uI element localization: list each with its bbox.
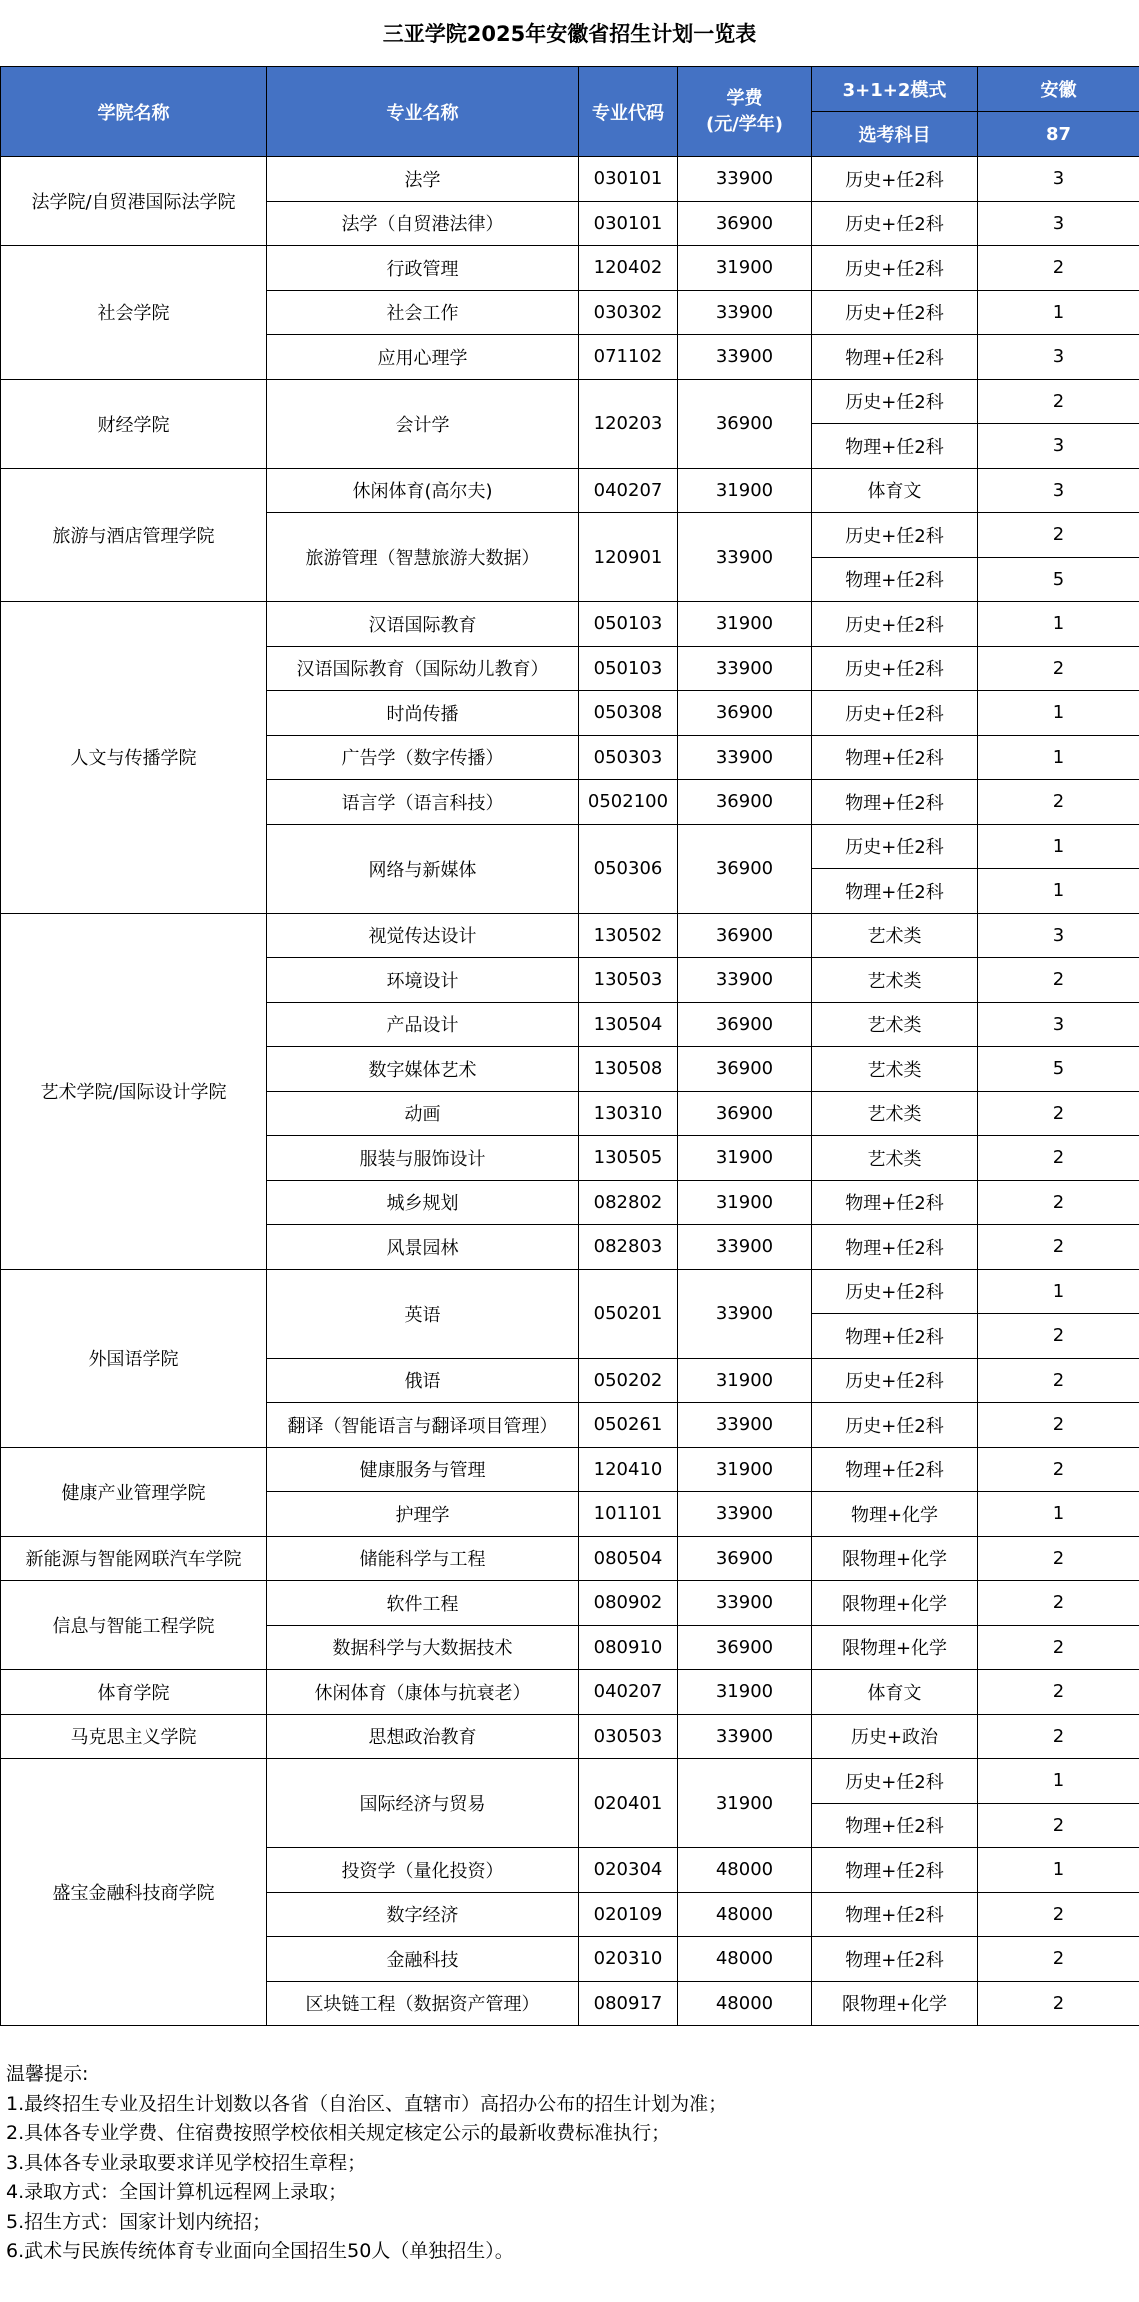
- major-name-cell: 翻译（智能语言与翻译项目管理）: [267, 1403, 579, 1448]
- college-name-cell: 社会学院: [1, 246, 267, 380]
- table-row: [1, 1714, 1139, 1759]
- tuition-cell: 33900: [678, 1403, 812, 1448]
- tuition-cell: 31900: [678, 1358, 812, 1403]
- college-name-cell: 信息与智能工程学院: [1, 1581, 267, 1670]
- subject-requirement-cell: 体育文: [812, 1670, 978, 1715]
- major-name-cell: 国际经济与贸易: [267, 1759, 579, 1848]
- subject-requirement-cell: 艺术类: [812, 958, 978, 1003]
- tuition-cell: 48000: [678, 1981, 812, 2026]
- major-code-cell: 101101: [579, 1492, 678, 1537]
- major-name-cell: 储能科学与工程: [267, 1536, 579, 1581]
- quota-cell: 2: [978, 1937, 1139, 1982]
- quota-cell: 2: [978, 780, 1139, 825]
- major-name-cell: 法学: [267, 157, 579, 202]
- major-name-cell: 网络与新媒体: [267, 824, 579, 913]
- quota-cell: 2: [978, 379, 1139, 424]
- tuition-cell: 36900: [678, 1002, 812, 1047]
- subject-requirement-cell: 物理+任2科: [812, 1225, 978, 1270]
- subject-requirement-cell: 艺术类: [812, 1002, 978, 1047]
- table-row: [1, 913, 1139, 958]
- subject-requirement-cell: 历史+任2科: [812, 691, 978, 736]
- quota-cell: 3: [978, 157, 1139, 202]
- major-name-cell: 区块链工程（数据资产管理）: [267, 1981, 579, 2026]
- quota-cell: 3: [978, 468, 1139, 513]
- subject-requirement-cell: 历史+任2科: [812, 379, 978, 424]
- major-name-cell: 动画: [267, 1091, 579, 1136]
- note-item: 6.武术与民族传统体育专业面向全国招生50人（单独招生）。: [6, 2240, 514, 2262]
- quota-cell: 2: [978, 513, 1139, 558]
- major-name-cell: 广告学（数字传播）: [267, 735, 579, 780]
- major-code-cell: 120410: [579, 1447, 678, 1492]
- subject-requirement-cell: 物理+任2科: [812, 1848, 978, 1893]
- tuition-cell: 31900: [678, 602, 812, 647]
- quota-cell: 1: [978, 290, 1139, 335]
- quota-cell: 2: [978, 1536, 1139, 1581]
- subject-requirement-cell: 限物理+化学: [812, 1625, 978, 1670]
- subject-requirement-cell: 历史+任2科: [812, 602, 978, 647]
- major-code-cell: 040207: [579, 1670, 678, 1715]
- header-college: 学院名称: [1, 67, 267, 157]
- major-name-cell: 健康服务与管理: [267, 1447, 579, 1492]
- major-name-cell: 环境设计: [267, 958, 579, 1003]
- subject-requirement-cell: 物理+任2科: [812, 424, 978, 469]
- subject-requirement-cell: 限物理+化学: [812, 1581, 978, 1626]
- quota-cell: 2: [978, 1625, 1139, 1670]
- major-code-cell: 050103: [579, 602, 678, 647]
- tuition-cell: 48000: [678, 1892, 812, 1937]
- quota-cell: 2: [978, 1581, 1139, 1626]
- major-name-cell: 数据科学与大数据技术: [267, 1625, 579, 1670]
- subject-requirement-cell: 历史+任2科: [812, 646, 978, 691]
- major-name-cell: 社会工作: [267, 290, 579, 335]
- table-row: [1, 1447, 1139, 1492]
- college-name-cell: 马克思主义学院: [1, 1714, 267, 1759]
- subject-requirement-cell: 物理+任2科: [812, 557, 978, 602]
- major-name-cell: 语言学（语言科技）: [267, 780, 579, 825]
- major-code-cell: 080917: [579, 1981, 678, 2026]
- major-code-cell: 050306: [579, 824, 678, 913]
- tuition-cell: 31900: [678, 1136, 812, 1181]
- quota-cell: 2: [978, 1136, 1139, 1181]
- quota-cell: 2: [978, 1981, 1139, 2026]
- tuition-cell: 48000: [678, 1937, 812, 1982]
- subject-requirement-cell: 物理+化学: [812, 1492, 978, 1537]
- tuition-cell: 31900: [678, 468, 812, 513]
- header-major: 专业名称: [267, 67, 579, 157]
- major-code-cell: 020310: [579, 1937, 678, 1982]
- tuition-cell: 31900: [678, 1447, 812, 1492]
- quota-cell: 1: [978, 1848, 1139, 1893]
- subject-requirement-cell: 艺术类: [812, 1136, 978, 1181]
- subject-requirement-cell: 艺术类: [812, 1047, 978, 1092]
- subject-requirement-cell: 物理+任2科: [812, 1180, 978, 1225]
- header-mode: 3+1+2模式: [812, 67, 978, 112]
- major-code-cell: 080504: [579, 1536, 678, 1581]
- subject-requirement-cell: 物理+任2科: [812, 1803, 978, 1848]
- subject-requirement-cell: 历史+任2科: [812, 824, 978, 869]
- college-name-cell: 体育学院: [1, 1670, 267, 1715]
- quota-cell: 3: [978, 1002, 1139, 1047]
- major-name-cell: 会计学: [267, 379, 579, 468]
- subject-requirement-cell: 物理+任2科: [812, 735, 978, 780]
- major-code-cell: 130508: [579, 1047, 678, 1092]
- major-code-cell: 080902: [579, 1581, 678, 1626]
- tuition-cell: 48000: [678, 1848, 812, 1893]
- tuition-cell: 33900: [678, 646, 812, 691]
- quota-cell: 1: [978, 824, 1139, 869]
- college-name-cell: 法学院/自贸港国际法学院: [1, 157, 267, 246]
- quota-cell: 2: [978, 246, 1139, 291]
- major-code-cell: 030302: [579, 290, 678, 335]
- college-name-cell: 艺术学院/国际设计学院: [1, 913, 267, 1269]
- major-name-cell: 视觉传达设计: [267, 913, 579, 958]
- quota-cell: 1: [978, 1269, 1139, 1314]
- header-fee: 学费 (元/学年): [678, 67, 812, 157]
- major-code-cell: 130310: [579, 1091, 678, 1136]
- quota-cell: 1: [978, 602, 1139, 647]
- major-name-cell: 数字经济: [267, 1892, 579, 1937]
- quota-cell: 2: [978, 958, 1139, 1003]
- major-code-cell: 050202: [579, 1358, 678, 1403]
- tuition-cell: 33900: [678, 1269, 812, 1358]
- subject-requirement-cell: 艺术类: [812, 913, 978, 958]
- tuition-cell: 36900: [678, 1047, 812, 1092]
- major-name-cell: 护理学: [267, 1492, 579, 1537]
- note-item: 1.最终招生专业及招生计划数以各省（自治区、直辖市）高招办公布的招生计划为准；: [6, 2092, 728, 2115]
- major-name-cell: 风景园林: [267, 1225, 579, 1270]
- subject-requirement-cell: 历史+任2科: [812, 201, 978, 246]
- subject-requirement-cell: 历史+任2科: [812, 290, 978, 335]
- quota-cell: 5: [978, 557, 1139, 602]
- quota-cell: 3: [978, 201, 1139, 246]
- subject-requirement-cell: 物理+任2科: [812, 1937, 978, 1982]
- subject-requirement-cell: 限物理+化学: [812, 1981, 978, 2026]
- major-name-cell: 思想政治教育: [267, 1714, 579, 1759]
- tuition-cell: 36900: [678, 1091, 812, 1136]
- subject-requirement-cell: 物理+任2科: [812, 780, 978, 825]
- note-item: 3.具体各专业录取要求详见学校招生章程；: [6, 2151, 367, 2174]
- major-name-cell: 休闲体育(高尔夫): [267, 468, 579, 513]
- major-name-cell: 俄语: [267, 1358, 579, 1403]
- table-row: [1, 246, 1139, 291]
- quota-cell: 1: [978, 735, 1139, 780]
- table-row: [1, 157, 1139, 202]
- major-code-cell: 120203: [579, 379, 678, 468]
- tuition-cell: 31900: [678, 1670, 812, 1715]
- subject-requirement-cell: 物理+任2科: [812, 1892, 978, 1937]
- header-province: 安徽: [978, 67, 1139, 112]
- college-name-cell: 财经学院: [1, 379, 267, 468]
- tuition-cell: 33900: [678, 1492, 812, 1537]
- enrollment-plan-table: [0, 66, 1139, 2026]
- quota-cell: 2: [978, 1091, 1139, 1136]
- quota-cell: 2: [978, 1447, 1139, 1492]
- major-code-cell: 071102: [579, 335, 678, 380]
- tuition-cell: 33900: [678, 513, 812, 602]
- tuition-cell: 36900: [678, 1536, 812, 1581]
- table-row: [1, 379, 1139, 424]
- college-name-cell: 人文与传播学院: [1, 602, 267, 914]
- major-code-cell: 0502100: [579, 780, 678, 825]
- major-code-cell: 130503: [579, 958, 678, 1003]
- subject-requirement-cell: 历史+政治: [812, 1714, 978, 1759]
- table-row: [1, 1759, 1139, 1804]
- major-name-cell: 城乡规划: [267, 1180, 579, 1225]
- note-item: 2.具体各专业学费、住宿费按照学校依相关规定核定公示的最新收费标准执行；: [6, 2122, 671, 2144]
- college-name-cell: 新能源与智能网联汽车学院: [1, 1536, 267, 1581]
- major-name-cell: 休闲体育（康体与抗衰老）: [267, 1670, 579, 1715]
- college-name-cell: 健康产业管理学院: [1, 1447, 267, 1536]
- quota-cell: 2: [978, 1225, 1139, 1270]
- note-item: 4.录取方式：全国计算机远程网上录取；: [6, 2181, 348, 2203]
- major-code-cell: 082803: [579, 1225, 678, 1270]
- major-code-cell: 050308: [579, 691, 678, 736]
- major-code-cell: 020304: [579, 1848, 678, 1893]
- major-code-cell: 050303: [579, 735, 678, 780]
- quota-cell: 2: [978, 1803, 1139, 1848]
- notes-section: [6, 2060, 1126, 2267]
- subject-requirement-cell: 历史+任2科: [812, 1358, 978, 1403]
- tuition-cell: 36900: [678, 780, 812, 825]
- tuition-cell: 36900: [678, 1625, 812, 1670]
- college-name-cell: 外国语学院: [1, 1269, 267, 1447]
- quota-cell: 3: [978, 424, 1139, 469]
- major-code-cell: 130504: [579, 1002, 678, 1047]
- major-name-cell: 汉语国际教育（国际幼儿教育）: [267, 646, 579, 691]
- quota-cell: 3: [978, 913, 1139, 958]
- quota-cell: 1: [978, 869, 1139, 914]
- quota-cell: 1: [978, 691, 1139, 736]
- major-name-cell: 服装与服饰设计: [267, 1136, 579, 1181]
- tuition-cell: 36900: [678, 379, 812, 468]
- header-total: 87: [978, 112, 1139, 157]
- table-row: [1, 1581, 1139, 1626]
- college-name-cell: 旅游与酒店管理学院: [1, 468, 267, 602]
- major-code-cell: 050201: [579, 1269, 678, 1358]
- table-row: [1, 1269, 1139, 1314]
- table-row: [1, 602, 1139, 647]
- college-name-cell: 盛宝金融科技商学院: [1, 1759, 267, 2026]
- quota-cell: 2: [978, 1670, 1139, 1715]
- major-name-cell: 旅游管理（智慧旅游大数据）: [267, 513, 579, 602]
- major-code-cell: 120901: [579, 513, 678, 602]
- subject-requirement-cell: 历史+任2科: [812, 513, 978, 558]
- quota-cell: 2: [978, 1714, 1139, 1759]
- tuition-cell: 36900: [678, 201, 812, 246]
- table-row: [1, 468, 1139, 513]
- major-name-cell: 汉语国际教育: [267, 602, 579, 647]
- major-code-cell: 120402: [579, 246, 678, 291]
- subject-requirement-cell: 艺术类: [812, 1091, 978, 1136]
- major-name-cell: 软件工程: [267, 1581, 579, 1626]
- quota-cell: 2: [978, 646, 1139, 691]
- page-title: 三亚学院2025年安徽省招生计划一览表: [382, 22, 757, 46]
- major-name-cell: 数字媒体艺术: [267, 1047, 579, 1092]
- subject-requirement-cell: 限物理+化学: [812, 1536, 978, 1581]
- quota-cell: 1: [978, 1492, 1139, 1537]
- table-body: [1, 157, 1139, 2026]
- tuition-cell: 33900: [678, 290, 812, 335]
- quota-cell: 1: [978, 1759, 1139, 1804]
- subject-requirement-cell: 物理+任2科: [812, 869, 978, 914]
- major-name-cell: 应用心理学: [267, 335, 579, 380]
- tuition-cell: 33900: [678, 157, 812, 202]
- major-code-cell: 020109: [579, 1892, 678, 1937]
- subject-requirement-cell: 体育文: [812, 468, 978, 513]
- major-code-cell: 050103: [579, 646, 678, 691]
- major-code-cell: 040207: [579, 468, 678, 513]
- table-row: [1, 1670, 1139, 1715]
- major-name-cell: 英语: [267, 1269, 579, 1358]
- subject-requirement-cell: 物理+任2科: [812, 1447, 978, 1492]
- tuition-cell: 33900: [678, 735, 812, 780]
- tuition-cell: 36900: [678, 824, 812, 913]
- major-code-cell: 050261: [579, 1403, 678, 1448]
- quota-cell: 3: [978, 335, 1139, 380]
- subject-requirement-cell: 物理+任2科: [812, 1314, 978, 1359]
- tuition-cell: 33900: [678, 1714, 812, 1759]
- notes-heading: 温馨提示:: [6, 2063, 89, 2085]
- major-code-cell: 130502: [579, 913, 678, 958]
- tuition-cell: 33900: [678, 1225, 812, 1270]
- major-code-cell: 030503: [579, 1714, 678, 1759]
- note-item: 5.招生方式：国家计划内统招；: [6, 2210, 272, 2233]
- subject-requirement-cell: 历史+任2科: [812, 1759, 978, 1804]
- major-name-cell: 金融科技: [267, 1937, 579, 1982]
- tuition-cell: 31900: [678, 246, 812, 291]
- tuition-cell: 33900: [678, 958, 812, 1003]
- header-code: 专业代码: [579, 67, 678, 157]
- tuition-cell: 36900: [678, 691, 812, 736]
- subject-requirement-cell: 历史+任2科: [812, 157, 978, 202]
- major-name-cell: 产品设计: [267, 1002, 579, 1047]
- quota-cell: 5: [978, 1047, 1139, 1092]
- major-code-cell: 020401: [579, 1759, 678, 1848]
- tuition-cell: 33900: [678, 335, 812, 380]
- header-subjects: 选考科目: [812, 112, 978, 157]
- major-code-cell: 130505: [579, 1136, 678, 1181]
- major-name-cell: 投资学（量化投资）: [267, 1848, 579, 1893]
- subject-requirement-cell: 历史+任2科: [812, 1403, 978, 1448]
- quota-cell: 2: [978, 1403, 1139, 1448]
- quota-cell: 2: [978, 1180, 1139, 1225]
- tuition-cell: 36900: [678, 913, 812, 958]
- tuition-cell: 31900: [678, 1180, 812, 1225]
- subject-requirement-cell: 历史+任2科: [812, 1269, 978, 1314]
- major-name-cell: 法学（自贸港法律）: [267, 201, 579, 246]
- quota-cell: 2: [978, 1358, 1139, 1403]
- quota-cell: 2: [978, 1892, 1139, 1937]
- tuition-cell: 33900: [678, 1581, 812, 1626]
- tuition-cell: 31900: [678, 1759, 812, 1848]
- quota-cell: 2: [978, 1314, 1139, 1359]
- major-code-cell: 030101: [579, 157, 678, 202]
- major-name-cell: 时尚传播: [267, 691, 579, 736]
- major-code-cell: 030101: [579, 201, 678, 246]
- major-code-cell: 080910: [579, 1625, 678, 1670]
- major-code-cell: 082802: [579, 1180, 678, 1225]
- major-name-cell: 行政管理: [267, 246, 579, 291]
- table-row: [1, 1536, 1139, 1581]
- subject-requirement-cell: 物理+任2科: [812, 335, 978, 380]
- subject-requirement-cell: 历史+任2科: [812, 246, 978, 291]
